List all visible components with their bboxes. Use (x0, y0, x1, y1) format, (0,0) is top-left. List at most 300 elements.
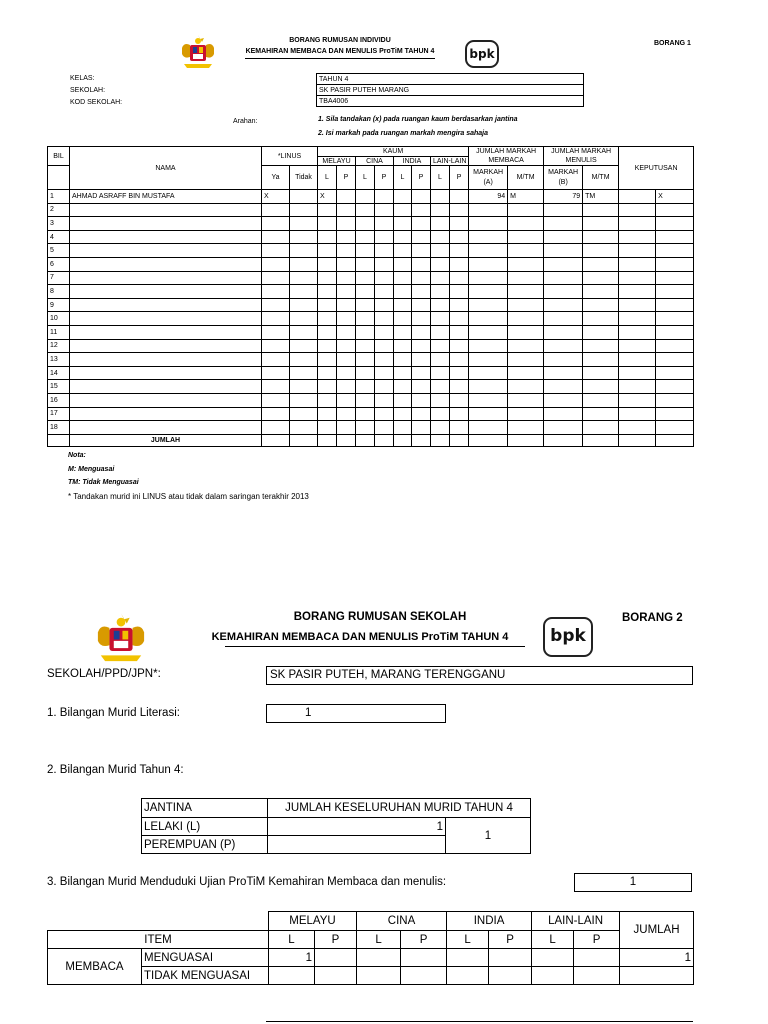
menguasai-jumlah[interactable]: 1 (620, 949, 694, 967)
row-nama[interactable] (70, 230, 262, 244)
row-cell[interactable] (262, 257, 290, 271)
jumlah-cell[interactable] (290, 434, 318, 446)
row-cell[interactable] (469, 421, 508, 435)
row-cell[interactable] (290, 421, 318, 435)
row-cell[interactable] (375, 244, 394, 258)
row-cell[interactable] (412, 325, 431, 339)
row-cell[interactable] (431, 190, 450, 204)
kelas-field[interactable]: TAHUN 4 (317, 74, 584, 85)
row-cell[interactable] (656, 421, 694, 435)
row-cell[interactable] (375, 353, 394, 367)
menguasai-cell[interactable] (315, 949, 357, 967)
row-cell[interactable] (450, 271, 469, 285)
row-cell[interactable] (583, 203, 619, 217)
row-cell[interactable] (544, 407, 583, 421)
row-cell[interactable]: X (318, 190, 337, 204)
row-cell[interactable] (469, 257, 508, 271)
row-nama[interactable]: AHMAD ASRAFF BIN MUSTAFA (70, 190, 262, 204)
row-cell[interactable] (318, 380, 337, 394)
row-cell[interactable] (262, 203, 290, 217)
row-cell[interactable] (656, 393, 694, 407)
menguasai-cell[interactable] (489, 949, 532, 967)
row-cell[interactable] (290, 217, 318, 231)
row-cell[interactable] (544, 325, 583, 339)
row-cell[interactable] (656, 271, 694, 285)
row-cell[interactable] (544, 312, 583, 326)
row-cell[interactable] (469, 325, 508, 339)
row-cell[interactable] (412, 353, 431, 367)
row-cell[interactable] (469, 339, 508, 353)
row-cell[interactable] (394, 230, 412, 244)
row-cell[interactable] (583, 257, 619, 271)
row-cell[interactable] (290, 230, 318, 244)
row-cell[interactable] (412, 285, 431, 299)
row-cell[interactable] (356, 298, 375, 312)
row-cell[interactable] (337, 298, 356, 312)
row-cell[interactable] (469, 407, 508, 421)
row-cell[interactable] (508, 244, 544, 258)
row-cell[interactable] (375, 339, 394, 353)
row-cell[interactable] (318, 366, 337, 380)
row-cell[interactable] (431, 257, 450, 271)
row-cell[interactable] (375, 285, 394, 299)
row-cell[interactable] (356, 325, 375, 339)
row-cell[interactable] (508, 230, 544, 244)
row-cell[interactable] (656, 285, 694, 299)
row-cell[interactable] (583, 339, 619, 353)
row-cell[interactable] (318, 298, 337, 312)
row-cell[interactable] (656, 257, 694, 271)
row-cell[interactable] (431, 285, 450, 299)
row-cell[interactable] (508, 393, 544, 407)
row-cell[interactable] (544, 271, 583, 285)
row-cell[interactable]: TM (583, 190, 619, 204)
row-cell[interactable] (290, 298, 318, 312)
row-cell[interactable] (412, 339, 431, 353)
row-cell[interactable] (431, 407, 450, 421)
row-cell[interactable] (469, 285, 508, 299)
row-cell[interactable] (394, 203, 412, 217)
row-cell[interactable] (619, 217, 656, 231)
row-cell[interactable] (337, 285, 356, 299)
row-cell[interactable] (262, 312, 290, 326)
row-cell[interactable] (356, 230, 375, 244)
jumlah-cell[interactable] (412, 434, 431, 446)
row-cell[interactable] (290, 407, 318, 421)
row-cell[interactable] (375, 190, 394, 204)
row-cell[interactable] (544, 298, 583, 312)
row-cell[interactable] (508, 366, 544, 380)
jumlah-cell[interactable] (318, 434, 337, 446)
row-cell[interactable] (375, 407, 394, 421)
row-cell[interactable] (619, 421, 656, 435)
row-cell[interactable] (412, 190, 431, 204)
row-cell[interactable] (412, 298, 431, 312)
row-cell[interactable] (450, 190, 469, 204)
row-cell[interactable] (469, 353, 508, 367)
row-cell[interactable] (656, 366, 694, 380)
row-cell[interactable] (337, 190, 356, 204)
row-cell[interactable] (508, 271, 544, 285)
row-cell[interactable] (375, 203, 394, 217)
row-cell[interactable] (656, 380, 694, 394)
row-cell[interactable] (375, 312, 394, 326)
row-cell[interactable] (619, 298, 656, 312)
q1-field[interactable]: 1 (266, 704, 446, 723)
row-cell[interactable] (544, 285, 583, 299)
row-cell[interactable] (656, 325, 694, 339)
row-cell[interactable] (337, 366, 356, 380)
row-nama[interactable] (70, 271, 262, 285)
row-cell[interactable] (290, 353, 318, 367)
row-nama[interactable] (70, 257, 262, 271)
row-cell[interactable] (544, 230, 583, 244)
row-cell[interactable] (262, 244, 290, 258)
row-cell[interactable] (290, 325, 318, 339)
row-nama[interactable] (70, 285, 262, 299)
row-cell[interactable] (375, 271, 394, 285)
row-cell[interactable] (356, 203, 375, 217)
menguasai-cell[interactable] (574, 949, 620, 967)
row-cell[interactable] (337, 271, 356, 285)
row-cell[interactable] (394, 380, 412, 394)
tidak-menguasai-cell[interactable] (401, 967, 447, 985)
row-cell[interactable] (619, 244, 656, 258)
jumlah-cell[interactable] (583, 434, 619, 446)
row-cell[interactable] (469, 230, 508, 244)
row-cell[interactable] (356, 366, 375, 380)
row-cell[interactable] (469, 217, 508, 231)
row-cell[interactable] (262, 380, 290, 394)
row-cell[interactable] (508, 312, 544, 326)
row-cell[interactable] (337, 203, 356, 217)
row-cell[interactable] (656, 298, 694, 312)
tidak-menguasai-cell[interactable] (532, 967, 574, 985)
row-cell[interactable] (412, 203, 431, 217)
row-cell[interactable] (394, 298, 412, 312)
row-cell[interactable] (394, 312, 412, 326)
row-cell[interactable] (619, 366, 656, 380)
row-cell[interactable] (394, 325, 412, 339)
row-nama[interactable] (70, 312, 262, 326)
row-cell[interactable] (394, 407, 412, 421)
row-cell[interactable] (356, 312, 375, 326)
row-cell[interactable] (262, 366, 290, 380)
row-cell[interactable] (394, 353, 412, 367)
row-cell[interactable] (656, 244, 694, 258)
row-cell[interactable] (375, 257, 394, 271)
row-cell[interactable] (544, 339, 583, 353)
row-nama[interactable] (70, 353, 262, 367)
row-cell[interactable] (356, 217, 375, 231)
row-cell[interactable] (375, 230, 394, 244)
tidak-menguasai-cell[interactable] (489, 967, 532, 985)
row-cell[interactable] (619, 257, 656, 271)
row-cell[interactable] (469, 298, 508, 312)
row-cell[interactable] (619, 380, 656, 394)
tidak-menguasai-cell[interactable] (620, 967, 694, 985)
jumlah-cell[interactable] (262, 434, 290, 446)
row-cell[interactable] (412, 257, 431, 271)
row-cell[interactable] (450, 325, 469, 339)
row-cell[interactable] (318, 244, 337, 258)
row-cell[interactable] (508, 421, 544, 435)
row-cell[interactable] (450, 203, 469, 217)
row-cell[interactable] (656, 203, 694, 217)
row-cell[interactable] (469, 366, 508, 380)
row-cell[interactable] (544, 244, 583, 258)
row-cell[interactable] (544, 257, 583, 271)
row-cell[interactable] (450, 421, 469, 435)
row-cell[interactable] (656, 312, 694, 326)
row-cell[interactable] (583, 366, 619, 380)
row-cell[interactable] (469, 244, 508, 258)
row-cell[interactable] (290, 393, 318, 407)
row-cell[interactable] (450, 380, 469, 394)
row-cell[interactable] (412, 312, 431, 326)
row-cell[interactable] (656, 339, 694, 353)
row-cell[interactable] (290, 339, 318, 353)
row-cell[interactable] (318, 203, 337, 217)
row-cell[interactable] (394, 339, 412, 353)
row-cell[interactable] (318, 325, 337, 339)
menguasai-melayu-l[interactable]: 1 (269, 949, 315, 967)
row-cell[interactable] (318, 393, 337, 407)
row-cell[interactable] (619, 325, 656, 339)
row-cell[interactable] (469, 271, 508, 285)
jumlah-cell[interactable] (656, 434, 694, 446)
row-cell[interactable] (375, 217, 394, 231)
row-cell[interactable] (356, 407, 375, 421)
row-cell[interactable] (394, 285, 412, 299)
row-cell[interactable] (262, 339, 290, 353)
row-cell[interactable] (583, 393, 619, 407)
row-cell[interactable] (431, 393, 450, 407)
row-cell[interactable] (318, 217, 337, 231)
row-cell[interactable] (318, 285, 337, 299)
row-cell[interactable] (450, 393, 469, 407)
row-cell[interactable]: X (262, 190, 290, 204)
row-cell[interactable] (583, 353, 619, 367)
row-cell[interactable] (583, 325, 619, 339)
lelaki-field[interactable]: 1 (268, 818, 446, 836)
row-cell[interactable] (431, 312, 450, 326)
row-cell[interactable] (412, 230, 431, 244)
row-cell[interactable] (337, 353, 356, 367)
row-cell[interactable] (337, 244, 356, 258)
row-cell[interactable] (356, 244, 375, 258)
row-cell[interactable] (394, 421, 412, 435)
row-cell[interactable] (356, 339, 375, 353)
row-cell[interactable] (318, 271, 337, 285)
row-cell[interactable] (337, 217, 356, 231)
row-cell[interactable] (583, 230, 619, 244)
row-cell[interactable] (508, 203, 544, 217)
row-nama[interactable] (70, 407, 262, 421)
row-cell[interactable] (356, 190, 375, 204)
row-cell[interactable] (262, 421, 290, 435)
row-cell[interactable] (337, 312, 356, 326)
row-cell[interactable] (431, 325, 450, 339)
row-cell[interactable] (431, 298, 450, 312)
row-cell[interactable] (356, 285, 375, 299)
jumlah-cell[interactable] (431, 434, 450, 446)
row-cell[interactable] (469, 380, 508, 394)
row-cell[interactable] (544, 203, 583, 217)
row-cell[interactable] (394, 217, 412, 231)
row-cell[interactable] (394, 244, 412, 258)
row-cell[interactable] (450, 366, 469, 380)
row-cell[interactable] (450, 312, 469, 326)
row-cell[interactable] (583, 312, 619, 326)
row-cell[interactable] (431, 353, 450, 367)
row-cell[interactable] (356, 353, 375, 367)
row-cell[interactable] (431, 271, 450, 285)
row-cell[interactable] (262, 407, 290, 421)
row-cell[interactable] (290, 312, 318, 326)
row-cell[interactable] (450, 298, 469, 312)
row-cell[interactable] (583, 298, 619, 312)
row-cell[interactable] (337, 380, 356, 394)
row-cell[interactable] (656, 217, 694, 231)
row-cell[interactable] (619, 393, 656, 407)
menguasai-cell[interactable] (532, 949, 574, 967)
tidak-menguasai-cell[interactable] (315, 967, 357, 985)
row-cell[interactable] (375, 393, 394, 407)
row-cell[interactable] (544, 393, 583, 407)
tidak-menguasai-cell[interactable] (574, 967, 620, 985)
row-cell[interactable] (375, 421, 394, 435)
row-cell[interactable] (450, 230, 469, 244)
jumlah-cell[interactable] (375, 434, 394, 446)
row-cell[interactable] (619, 407, 656, 421)
row-cell[interactable] (619, 339, 656, 353)
row-cell[interactable] (583, 244, 619, 258)
row-cell[interactable] (583, 407, 619, 421)
row-cell[interactable] (450, 285, 469, 299)
row-cell[interactable] (356, 393, 375, 407)
row-cell[interactable] (318, 312, 337, 326)
jumlah-cell[interactable] (356, 434, 375, 446)
row-cell[interactable] (290, 366, 318, 380)
row-cell[interactable]: M (508, 190, 544, 204)
row-cell[interactable] (337, 325, 356, 339)
row-cell[interactable] (544, 366, 583, 380)
sekolah-ppd-jpn-field[interactable]: SK PASIR PUTEH, MARANG TERENGGANU (266, 666, 693, 685)
row-cell[interactable] (508, 407, 544, 421)
row-cell[interactable] (450, 339, 469, 353)
row-cell[interactable] (337, 257, 356, 271)
jumlah-cell[interactable] (508, 434, 544, 446)
row-cell[interactable] (469, 312, 508, 326)
row-cell[interactable]: 94 (469, 190, 508, 204)
menguasai-cell[interactable] (447, 949, 489, 967)
row-cell[interactable] (656, 407, 694, 421)
row-cell[interactable] (656, 353, 694, 367)
row-cell[interactable] (583, 285, 619, 299)
row-cell[interactable] (619, 312, 656, 326)
row-cell[interactable] (450, 353, 469, 367)
kod-sekolah-field[interactable]: TBA4006 (317, 96, 584, 107)
jumlah-cell[interactable] (619, 434, 656, 446)
menguasai-cell[interactable] (401, 949, 447, 967)
row-nama[interactable] (70, 203, 262, 217)
row-cell[interactable] (337, 393, 356, 407)
row-cell[interactable] (619, 271, 656, 285)
row-cell[interactable] (290, 285, 318, 299)
row-cell[interactable] (656, 230, 694, 244)
row-cell[interactable] (290, 190, 318, 204)
row-cell[interactable]: 79 (544, 190, 583, 204)
row-cell[interactable] (262, 285, 290, 299)
row-nama[interactable] (70, 325, 262, 339)
row-cell[interactable] (619, 230, 656, 244)
row-cell[interactable] (318, 421, 337, 435)
row-cell[interactable] (508, 298, 544, 312)
row-cell[interactable] (290, 271, 318, 285)
tidak-menguasai-cell[interactable] (269, 967, 315, 985)
menguasai-cell[interactable] (357, 949, 401, 967)
row-cell[interactable] (583, 380, 619, 394)
row-cell[interactable] (394, 393, 412, 407)
row-cell[interactable] (431, 217, 450, 231)
jumlah-cell[interactable] (337, 434, 356, 446)
row-cell[interactable] (318, 339, 337, 353)
row-cell[interactable] (394, 366, 412, 380)
row-cell[interactable] (318, 257, 337, 271)
row-cell[interactable] (450, 217, 469, 231)
row-cell[interactable] (356, 257, 375, 271)
row-cell[interactable] (544, 353, 583, 367)
row-nama[interactable] (70, 339, 262, 353)
row-cell[interactable] (356, 421, 375, 435)
row-cell[interactable] (290, 257, 318, 271)
row-cell[interactable] (412, 366, 431, 380)
row-cell[interactable] (356, 271, 375, 285)
row-cell[interactable] (394, 257, 412, 271)
row-cell[interactable] (262, 271, 290, 285)
row-cell[interactable] (337, 230, 356, 244)
row-cell[interactable] (431, 244, 450, 258)
tidak-menguasai-cell[interactable] (357, 967, 401, 985)
row-cell[interactable] (412, 421, 431, 435)
row-cell[interactable] (450, 244, 469, 258)
row-nama[interactable] (70, 244, 262, 258)
row-cell[interactable] (318, 353, 337, 367)
row-cell[interactable] (431, 380, 450, 394)
row-cell[interactable] (469, 393, 508, 407)
row-cell[interactable] (619, 353, 656, 367)
row-cell[interactable] (262, 353, 290, 367)
sekolah-field[interactable]: SK PASIR PUTEH MARANG (317, 85, 584, 96)
row-cell[interactable] (290, 380, 318, 394)
row-nama[interactable] (70, 380, 262, 394)
row-cell[interactable] (412, 217, 431, 231)
row-cell[interactable] (508, 257, 544, 271)
row-cell[interactable] (619, 190, 656, 204)
row-cell[interactable] (262, 393, 290, 407)
row-cell[interactable] (544, 380, 583, 394)
row-cell[interactable]: X (656, 190, 694, 204)
row-cell[interactable] (583, 421, 619, 435)
row-nama[interactable] (70, 393, 262, 407)
row-cell[interactable] (262, 230, 290, 244)
row-cell[interactable] (318, 230, 337, 244)
perempuan-field[interactable] (268, 836, 446, 854)
row-cell[interactable] (619, 203, 656, 217)
row-cell[interactable] (337, 407, 356, 421)
row-cell[interactable] (583, 217, 619, 231)
